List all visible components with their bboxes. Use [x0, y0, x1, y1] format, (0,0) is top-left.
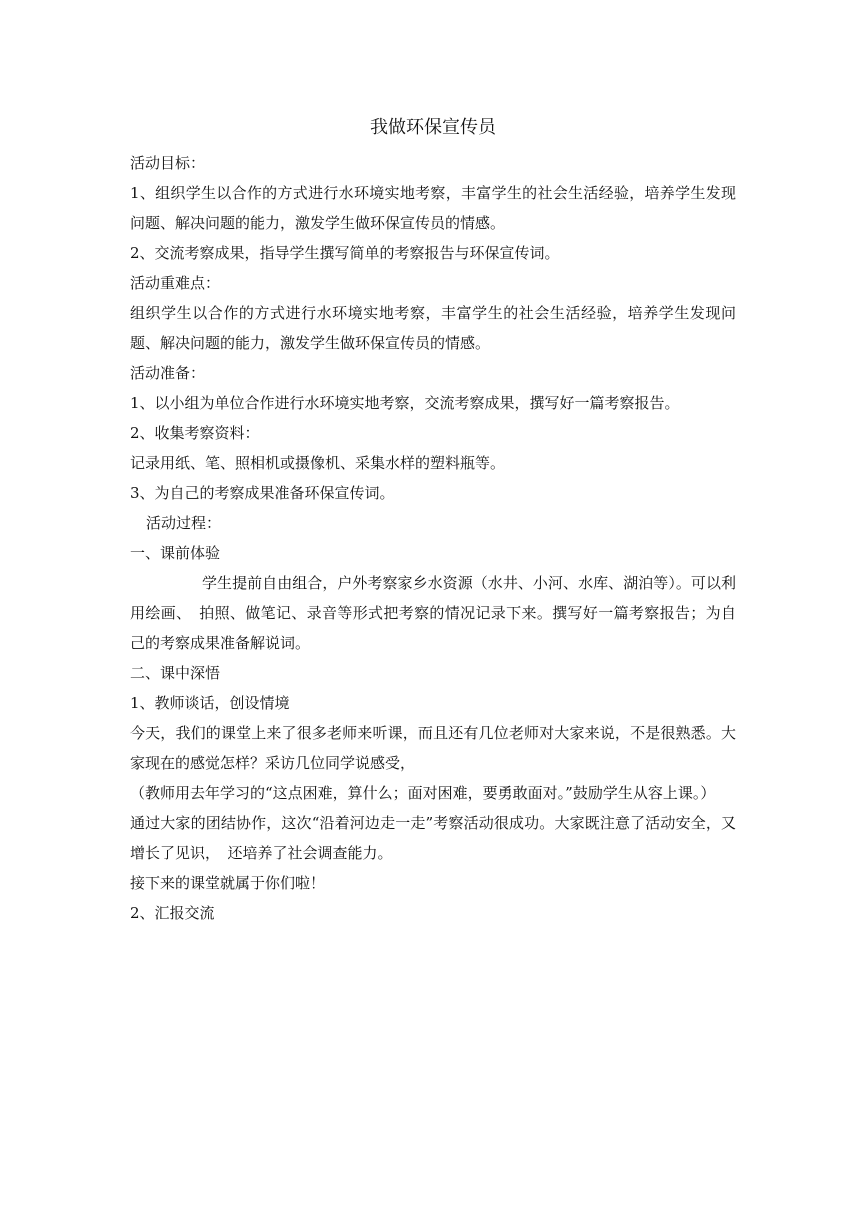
process-part-2-heading: 二、课中深悟	[130, 664, 221, 682]
goal-item-2: 2、交流考察成果，指导学生撰写简单的考察报告与环保宣传词。	[130, 244, 560, 262]
process-part-1-heading: 一、课前体验	[130, 544, 221, 562]
key-points-paragraph: 组织学生以合作的方式进行水环境实地考察，丰富学生的社会生活经验，培养学生发现问题、解决问题的能力，激发学生做环保宣传员的情感。	[130, 304, 736, 352]
process-part-1-paragraph: 学生提前自由组合，户外考察家乡水资源（水井、小河、水库、湖泊等）。可以利用绘画、 拍照、做笔记、录音等形式把考察的情况记录下来。撰写好一篇考察报告；为自己的考察成果准备解说词。	[130, 574, 736, 652]
section-heading-key-points: 活动重难点：	[130, 274, 221, 292]
goal-item-1: 1、组织学生以合作的方式进行水环境实地考察，丰富学生的社会生活经验，培养学生发现问题、解决问题的能力，激发学生做环保宣传员的情感。	[130, 184, 736, 232]
section-heading-preparation: 活动准备：	[130, 364, 206, 382]
preparation-item-3: 3、为自己的考察成果准备环保宣传词。	[130, 484, 395, 502]
step-1-paragraph: 今天，我们的课堂上来了很多老师来听课，而且还有几位老师对大家来说，不是很熟悉。大家现在的感觉怎样？采访几位同学说感受，	[130, 724, 736, 772]
preparation-item-1: 1、以小组为单位合作进行水环境实地考察，交流考察成果，撰写好一篇考察报告。	[130, 394, 680, 412]
section-heading-process: 活动过程：	[146, 514, 222, 532]
step-1-heading: 1、教师谈话，创设情境	[130, 694, 290, 712]
step-1-summary: 通过大家的团结协作，这次“沿着河边走一走”考察活动很成功。大家既注意了活动安全，又增长了见识， 还培养了社会调查能力。	[130, 814, 736, 862]
step-1-closing: 接下来的课堂就属于你们啦！	[130, 874, 326, 892]
document-body	[130, 112, 736, 928]
preparation-materials: 记录用纸、笔、照相机或摄像机、采集水样的塑料瓶等。	[130, 454, 506, 472]
step-2-heading: 2、汇报交流	[130, 904, 215, 922]
document-title: 我做环保宣传员	[370, 117, 496, 138]
preparation-item-2: 2、收集考察资料：	[130, 424, 260, 442]
section-heading-goals: 活动目标：	[130, 154, 206, 172]
step-1-note: （教师用去年学习的“这点困难，算什么；面对困难，要勇敢面对。”鼓励学生从容上课。）	[130, 784, 716, 802]
